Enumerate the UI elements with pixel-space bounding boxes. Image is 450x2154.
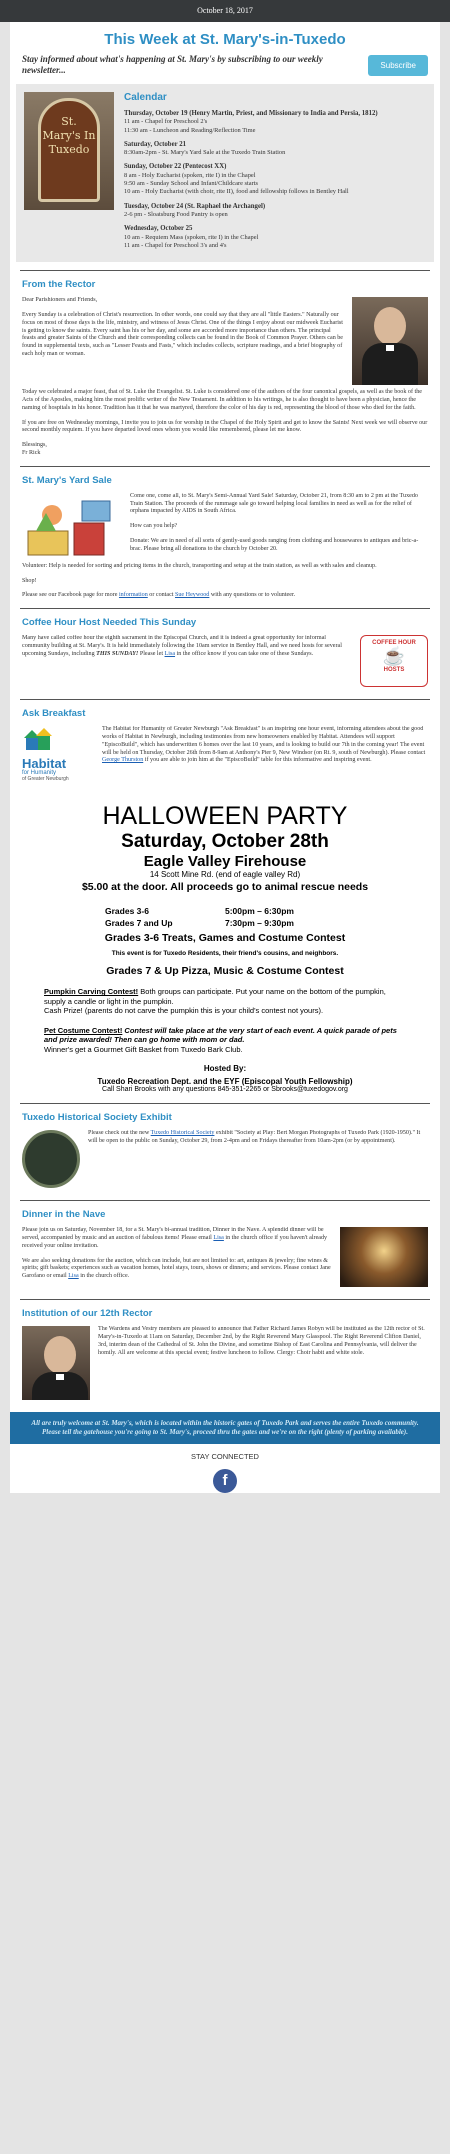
text: The Habitat for Humanity of Greater Newburgh "Ask Breakfast" is an inspiring one hour event, informing attendees about the good works of Habitat in Newburgh, including testimonies from new homeowners enabled by Habitat. Attendees will support "EpiscoBuild", which has underwritten 6 homes over the last 10 years, and is looking to build our 7th in the coming year! The event will be held on Thursday, October 26th from 8-9am at Anthony's Pier 9, New Windsor (on Rt. 9, south of Newburgh). Please contact: [102, 726, 426, 756]
text: in the office know if you can take one of these Sundays.: [175, 650, 314, 657]
halloween-flyer: [24, 802, 426, 1093]
paragraph: Come one, come all, to St. Mary's Semi-Annual Yard Sale! Saturday, October 21, from 8:30 am to 2 pm at the Tuxedo Train Station. The proceeds of the rummage sale go toward helping local families in need as well as for the relief of orphans impacted by AIDS in South Africa.: [130, 492, 418, 515]
event-line: 10 am - Requiem Mass (spoken, rite I) in the Chapel: [124, 233, 259, 241]
institution-section: [10, 1308, 440, 1404]
text: Please check out the new: [88, 1130, 151, 1137]
church-sign-image: [24, 92, 114, 210]
lisa-link[interactable]: Lisa: [164, 650, 176, 657]
emphasis: THIS SUNDAY!: [96, 650, 139, 657]
text: in the church office if you haven't already received your online invitation.: [22, 1234, 328, 1249]
pet-title: Pet Costume Contest!: [44, 1025, 123, 1035]
pet-prize: Winner's get a Gourmet Gift Basket from Tuxedo Bark Club.: [44, 1044, 243, 1054]
stay-connected: STAY CONNECTED: [10, 1444, 440, 1465]
dinner-section: [10, 1209, 440, 1291]
historical-society-seal: [22, 1130, 80, 1188]
newsletter-body: [10, 22, 440, 1493]
newsletter-date: October 18, 2017: [197, 6, 253, 15]
flyer-schedule: [105, 905, 345, 929]
flyer-venue: Eagle Valley Firehouse: [143, 853, 307, 871]
rector-photo: [22, 1326, 90, 1400]
section-heading: Coffee Hour Host Needed This Sunday: [22, 617, 197, 629]
calendar-event: [124, 141, 426, 158]
church-sign-board: St. Mary's In Tuxedo: [38, 98, 100, 202]
footer-welcome: All are truly welcome at St. Mary's, which is located within the historic gates of Tuxedo Park and serves the entire Tuxedo community. Please tell the gatehouse you're going to St. Mary's, proceed thru the gates and we're on the right (plenty of parking available).: [10, 1412, 440, 1444]
text: with any questions or to volunteer.: [209, 592, 296, 599]
flyer-title: HALLOWEEN PARTY: [102, 802, 348, 831]
flyer-contest: Grades 3-6 Treats, Games and Costume Contest: [104, 932, 346, 945]
subscribe-button[interactable]: Subscribe: [368, 55, 428, 76]
historical-society-link[interactable]: Tuxedo Historical Society: [150, 1130, 215, 1137]
flyer-audience: This event is for Tuxedo Residents, their friend's cousins, and neighbors.: [111, 950, 339, 958]
breakfast-section: [10, 708, 440, 788]
section-heading: Tuxedo Historical Society Exhibit: [22, 1112, 172, 1124]
grade-time: 5:00pm – 6:30pm: [225, 906, 294, 917]
flyer-pet: [44, 1026, 406, 1055]
flyer-call: Call Shari Brooks with any questions 845-351-2265 or Sbrooks@tuxedogov.org: [102, 1086, 348, 1094]
date-bar: [0, 0, 450, 22]
calendar-event: [124, 203, 426, 220]
george-thurston-link[interactable]: George Thurston: [102, 757, 144, 764]
section-heading: St. Mary's Yard Sale: [22, 474, 112, 486]
habitat-for: for Humanity: [22, 770, 57, 777]
habitat-house-icon: [22, 726, 52, 752]
lisa-link[interactable]: Lisa: [68, 1273, 79, 1280]
event-line: 11:30 am - Luncheon and Reading/Reflection Time: [124, 126, 256, 134]
flyer-contest: Grades 7 & Up Pizza, Music & Costume Contest: [106, 965, 344, 978]
event-line: 8:30am-2pm - St. Mary's Yard Sale at the Tuxedo Train Station: [124, 149, 286, 157]
dinner-photo: [340, 1227, 428, 1287]
divider: [20, 466, 430, 467]
paragraph: If you are free on Wednesday mornings, I invite you to join us for worship in the Chapel of the Holy Spirit and get to know the Saints! Next week we will observe our second monthly requiem. If you have departed loved ones whom you would like remembered, please let me know.: [22, 419, 428, 434]
closing: [22, 442, 428, 458]
coffee-section: [10, 617, 440, 691]
section-heading: From the Rector: [22, 279, 96, 291]
calendar-event: [124, 225, 426, 250]
event-title: Wednesday, October 25: [124, 225, 193, 233]
text: Please see our Facebook page for more: [22, 592, 119, 599]
newsletter-title: This Week at St. Mary's-in-Tuxedo: [104, 31, 346, 48]
event-line: 10 am - Holy Eucharist (with choir, rite II), food and fellowship follows in Bentley Hall: [124, 188, 349, 196]
paragraph: [22, 592, 428, 600]
divider: [20, 1103, 430, 1104]
paragraph: Donate: We are in need of all sorts of gently-used goods ranging from clothing and housewares to antiques and bric-a-brac. Please bring all donations to the church by October 20.: [130, 537, 419, 552]
flyer-price: $5.00 at the door. All proceeds go to animal rescue needs: [81, 881, 369, 894]
text: We are also seeking donations for the auction, which can include, but are not limited to: art, antiques & jewelry; fine wines & spirits; gift baskets; experiences such as vacation homes, hotel stays, tours, shows or dinners; and services. Please contact Jane Garofano or email: [22, 1257, 331, 1280]
event-line: 9:50 am - Sunday School and Infant/Childcare starts: [124, 180, 258, 188]
divider: [20, 608, 430, 609]
paragraph: Today we celebrated a major feast, that of St. Luke the Evangelist. St. Luke is considered one of the authors of the four canonical gospels, as well as the book of the Acts of the Apostles, making him the most prolific writer of the New Testament. In addition to his writings, he is also thought to have been a physician, hence the naming of hospitals in his honor. Tradition has it that he was martyred, therefore the color of his day is red, representing the blood of those who died for the faith.: [22, 389, 422, 411]
habitat-logo: [22, 726, 94, 784]
paragraph: Volunteer: Help is needed for sorting and pricing items in the church, transporting and setup at the train station, as well as with sales and cleanup.: [22, 562, 377, 569]
greeting: Dear Parishioners and Friends,: [22, 297, 98, 304]
pet-text: Contest will take place at the very start of each event. A quick parade of pets and prize awarded! Then can go home with mom or dad.: [44, 1025, 397, 1045]
event-title: Tuesday, October 24 (St. Raphael the Archangel): [124, 202, 266, 210]
pumpkin-title: Pumpkin Carving Contest!: [44, 987, 139, 997]
flyer-hosted: Tuxedo Recreation Dept. and the EYF (Episcopal Youth Fellowship): [97, 1077, 353, 1087]
event-title: Thursday, October 19 (Henry Martin, Priest, and Missionary to India and Persia, 1812): [124, 110, 378, 117]
section-heading: Ask Breakfast: [22, 708, 86, 720]
event-title: Saturday, October 21: [124, 140, 186, 148]
event-line: 8 am - Holy Eucharist (spoken, rite I) in the Chapel: [124, 171, 256, 179]
pumpkin-text: Both groups can participate. Put your name on the bottom of the pumpkin, supply a candle or light in the pumpkin.: [44, 987, 386, 1006]
coffee-hour-badge: [360, 635, 428, 687]
coffee-cup-icon: ☕: [382, 646, 406, 667]
habitat-name: Habitat: [22, 756, 67, 772]
badge-bottom: HOSTS: [383, 667, 405, 674]
text: Please let: [138, 650, 165, 657]
information-link[interactable]: information: [118, 592, 148, 599]
closing-text: Blessings,: [22, 442, 47, 449]
flyer-hosted-label: Hosted By:: [203, 1064, 247, 1074]
badge-top: COFFEE HOUR: [372, 640, 416, 647]
divider: [20, 1200, 430, 1201]
habitat-sub: of Greater Newburgh: [22, 776, 69, 783]
paragraph: [22, 1130, 428, 1146]
subscribe-text: Stay informed about what's happening at St. Mary's by subscribing to our weekly newsletter...: [22, 54, 323, 75]
text: in the church office.: [78, 1273, 130, 1280]
yard-sale-illustration: [22, 493, 122, 559]
text: Many have called coffee hour the eighth sacrament in the Episcopal Church, and it is indeed a great opportunity for informal community building at St. Mary's. It is held immediately following the 10am service in Bentley Hall, and we need hosts for several upcoming Sundays, including: [22, 635, 342, 657]
text: Please join us on Saturday, November 18, for a St. Mary's bi-annual tradition, Dinner in the Nave. A splendid dinner will be served, accompanied by music and an auction of fabulous items! Please email: [22, 1227, 324, 1241]
rector-photo: [352, 297, 428, 385]
pumpkin-prize: Cash Prize! (parents do not carve the pumpkin this is your child's contest not yours).: [44, 1006, 324, 1016]
event-title: Sunday, October 22 (Pentecost XX): [124, 163, 227, 171]
calendar-box: [16, 84, 434, 262]
historical-section: [10, 1112, 440, 1192]
calendar-body: [124, 92, 426, 256]
grade-time: 7:30pm – 9:30pm: [225, 918, 294, 929]
grade-label: Grades 3-6: [105, 906, 149, 917]
sue-heywood-link[interactable]: Sue Heywood: [175, 592, 210, 599]
paragraph: The Wardens and Vestry members are pleased to announce that Father Richard James Robyn will be instituted as the 12th rector of St. Mary's-in-Tuxedo at 11am on Saturday, December 2nd, by the Right Reverend Mary Glasspool. The Right Reverend Clifton Daniel, 3rd, interim dean of the Cathedral of St. John the Divine, and sometime Bishop of East Carolina and Pennsylvania, will deliver the homily. All are welcome at this special event; festive luncheon to follow. Clergy: Choir habit and white stole.: [98, 1326, 425, 1356]
text: if you are able to join him at the "EpiscoBuild" table for this informative and inspiring event.: [143, 757, 372, 764]
text: or contact: [147, 592, 175, 599]
lisa-link[interactable]: Lisa: [213, 1234, 224, 1241]
calendar-heading: Calendar: [124, 92, 167, 103]
paragraph: How can you help?: [130, 523, 178, 530]
paragraph: Every Sunday is a celebration of Christ's resurrection. In other words, one could say that they are all "little Easters." Naturally our focus on most of those days is the life, ministry, and witness of Jesus Christ. One of the things I enjoy about our midweek Eucharist is getting to know the saints. Every saint has his or her day, and some are accorded more importance than others. The principal feasts and greater Saints of the Church and their corresponding collects can be found in the Book of Common Prayer. Others can be found in supplemental texts, such as "Lesser Feasts and Fasts," which includes collects, scripture readings, and a brief biography of each holy man or woman.: [22, 311, 344, 357]
grade-label: Grades 7 and Up: [105, 918, 173, 929]
divider: [20, 1299, 430, 1300]
yard-sale-section: [10, 475, 440, 600]
facebook-icon[interactable]: f: [213, 1469, 237, 1493]
event-line: 11 am - Chapel for Preschool 3's and 4's: [124, 241, 227, 249]
text: exhibit "Society at Play: Bert Morgan Photographs of Tuxedo Park (1920-1950)." It will be open to the public on Sunday, October 29, from 2-4pm and on Fridays thereafter from 10am-2pm (or by appointment).: [88, 1130, 421, 1144]
section-heading: Dinner in the Nave: [22, 1209, 106, 1221]
signature: Fr Rick: [22, 449, 41, 456]
event-line: 11 am - Chapel for Preschool 2's: [124, 118, 208, 126]
flyer-pumpkin: [44, 987, 406, 1016]
divider: [20, 699, 430, 700]
rector-section: [10, 279, 440, 458]
subscribe-row: [10, 54, 440, 84]
section-heading: Institution of our 12th Rector: [22, 1308, 153, 1320]
paragraph: Shop!: [22, 577, 37, 584]
calendar-event: [124, 163, 426, 196]
divider: [20, 270, 430, 271]
event-line: 2-6 pm - Sloatsburg Food Pantry is open: [124, 210, 228, 218]
flyer-address: 14 Scott Mine Rd. (end of eagle valley Rd): [149, 870, 301, 880]
flyer-date: Saturday, October 28th: [121, 831, 329, 853]
calendar-event: [124, 110, 426, 135]
